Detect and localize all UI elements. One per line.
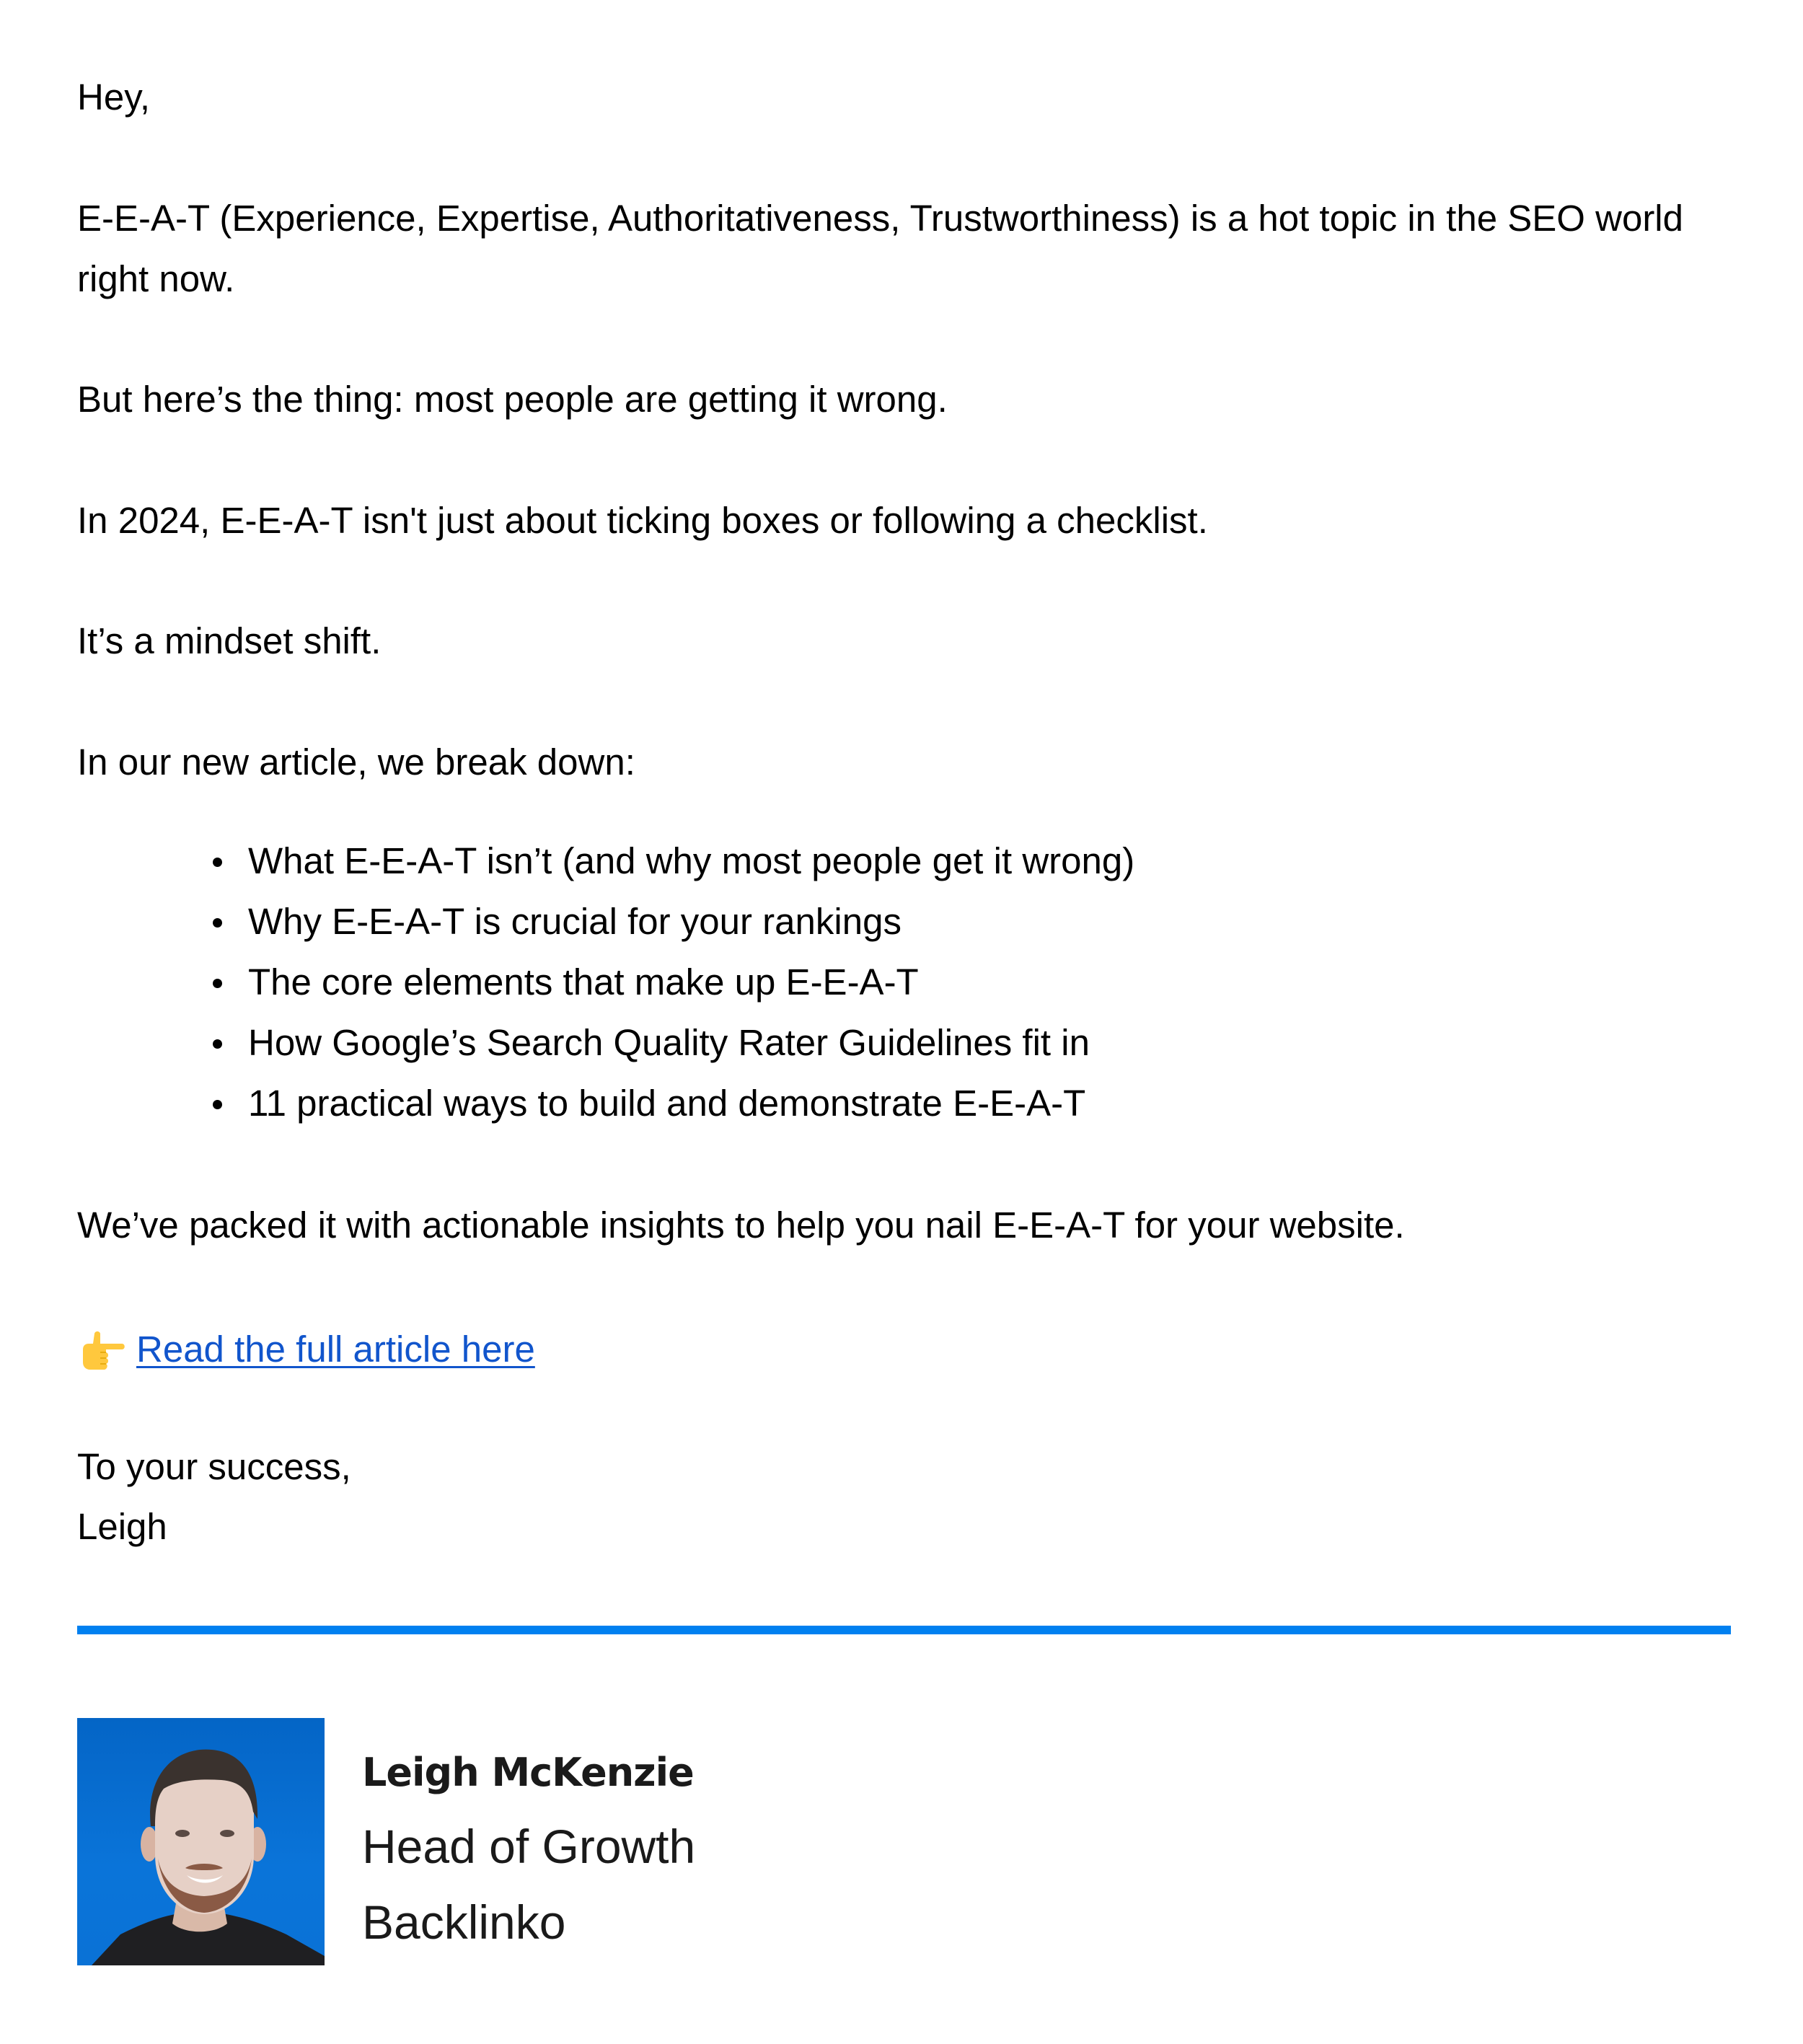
paragraph-break-down: In our new article, we break down:: [77, 741, 635, 783]
paragraph-mindset-shift: It’s a mindset shift.: [77, 620, 382, 661]
signature-company: Backlinko: [362, 1895, 566, 1949]
bullet-icon: [213, 1100, 222, 1109]
cta-row: [77, 1319, 535, 1380]
list-item: [77, 1013, 1134, 1073]
list-item-text: The core elements that make up E-E-A-T: [248, 961, 919, 1003]
greeting: Hey,: [77, 76, 151, 118]
list-item-text: How Google’s Search Quality Rater Guidelines fit in: [248, 1022, 1090, 1063]
paragraph-getting-it-wrong: But here’s the thing: most people are getting it wrong.: [77, 379, 948, 420]
list-item-text: Why E-E-A-T is crucial for your rankings: [248, 901, 901, 942]
signature-title: Head of Growth: [362, 1820, 696, 1873]
article-topics-list: [77, 831, 1134, 1134]
bullet-icon: [213, 1039, 222, 1049]
paragraph-2024: In 2024, E-E-A-T isn't just about ticking boxes or following a checklist.: [77, 500, 1208, 541]
pointing-right-hand-icon: [77, 1331, 128, 1374]
signature-name: Leigh McKenzie: [362, 1750, 694, 1795]
intro-paragraph: E-E-A-T (Experience, Expertise, Authoritativeness, Trustworthiness) is a hot topic in the SEO world right now.: [77, 198, 1683, 299]
list-item-text: 11 practical ways to build and demonstrate E-E-A-T: [248, 1083, 1086, 1124]
read-full-article-link[interactable]: Read the full article here: [136, 1329, 535, 1370]
closing-paragraph: We’ve packed it with actionable insights to help you nail E-E-A-T for your website.: [77, 1204, 1405, 1246]
list-item: [77, 891, 1134, 952]
signoff: To your success,: [77, 1446, 351, 1487]
bullet-icon: [213, 858, 222, 867]
list-item: [77, 952, 1134, 1013]
list-item: [77, 831, 1134, 891]
bullet-icon: [213, 979, 222, 988]
headshot-photo-icon: [77, 1718, 325, 1965]
list-item-text: What E-E-A-T isn’t (and why most people get it wrong): [248, 840, 1135, 881]
signature-divider: [77, 1626, 1731, 1634]
sender-first-name: Leigh: [77, 1506, 167, 1547]
avatar: [77, 1718, 325, 1965]
bullet-icon: [213, 918, 222, 928]
list-item: [77, 1073, 1134, 1134]
